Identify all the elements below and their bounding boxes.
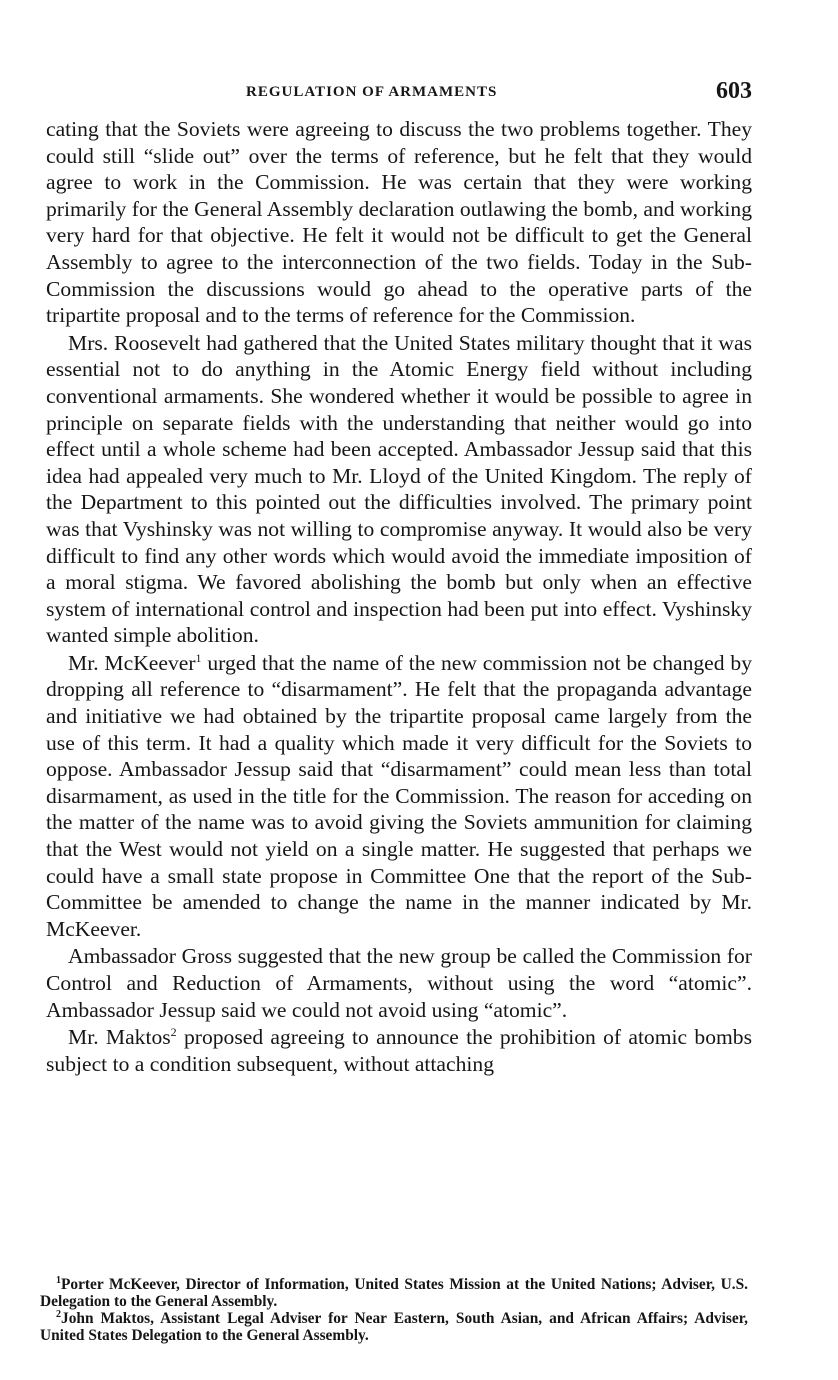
paragraph-4: Ambassador Gross suggested that the new group be called the Commission for Control and Reduction of Armaments, without using the word “atomic”. Ambassador Jessup said we could not avoid using “atomic”.	[46, 944, 752, 1022]
paragraph-3-start: Mr. McKeever	[68, 650, 196, 675]
page-header	[46, 72, 752, 116]
paragraph-3	[46, 650, 752, 943]
body-text	[46, 116, 752, 1077]
footnotes	[40, 1276, 748, 1344]
paragraph-5-start: Mr. Maktos	[68, 1025, 171, 1050]
footnote-2-text: John Maktos, Assistant Legal Adviser for Near Eastern, South Asian, and African Affairs; Adviser, United States Delegation to the General Assembly.	[40, 1310, 748, 1344]
paragraph-2: Mrs. Roosevelt had gathered that the United States military thought that it was essential not to do anything in the Atomic Energy field without including conventional armaments. She wondered whether it would be possible to agree in principle on separate fields with the understanding that neither would go into effect until a whole scheme had been accepted. Ambassador Jessup said that this idea had appealed very much to Mr. Lloyd of the United Kingdom. The reply of the Department to this pointed out the difficulties involved. The primary point was that Vyshinsky was not willing to compromise anyway. It would also be very difficult to find any other words which would avoid the immediate imposition of a moral stigma. We favored abolishing the bomb but only when an effective system of international control and inspection had been put into effect. Vyshinsky wanted simple abolition.	[46, 330, 752, 648]
footnote-ref-2: 2	[170, 1025, 177, 1040]
footnote-ref-1: 1	[195, 650, 202, 665]
footnote-1-mark: 1	[56, 1275, 61, 1286]
footnote-2-mark: 2	[56, 1309, 61, 1320]
page-number: 603	[716, 78, 752, 104]
paragraph-5-rest: proposed agreeing to announce the prohibition of atomic bombs subject to a condition subsequent, without attaching	[46, 1025, 752, 1076]
paragraph-1: cating that the Soviets were agreeing to discuss the two problems together. They could still “slide out” over the terms of reference, but he felt that they would agree to work in the Commission. He was certain that they were working primarily for the General Assembly declaration outlawing the bomb, and working very hard for that objective. He felt it would not be difficult to get the General Assembly to agree to the interconnection of the two fields. Today in the Sub-Commission the discussions would go ahead to the operative parts of the tripartite proposal and to the terms of reference for the Commission.	[46, 117, 752, 328]
paragraph-3-rest: urged that the name of the new commission not be changed by dropping all reference to “disarmament”. He felt that the propaganda advantage and initiative we had obtained by the tripartite proposal came largely from the use of this term. It had a quality which made it very difficult for the Soviets to oppose. Ambassador Jessup said that “disarmament” could mean less than total disarmament, as used in the title for the Commission. The reason for acceding on the matter of the name was to avoid giving the Soviets ammunition for claiming that the West would not yield on a single matter. He suggested that perhaps we could have a small state propose in Committee One that the report of the Sub-Committee be amended to change the name in the manner indicated by Mr. McKeever.	[46, 650, 752, 941]
footnote-1	[40, 1276, 748, 1310]
document-page	[46, 72, 752, 1077]
paragraph-5	[46, 1024, 752, 1077]
running-head: REGULATION OF ARMAMENTS	[246, 84, 498, 100]
footnote-2	[40, 1310, 748, 1344]
footnote-1-text: Porter McKeever, Director of Information, United States Mission at the United Nations; Adviser, U.S. Delegation to the General Assembly.	[40, 1276, 748, 1310]
